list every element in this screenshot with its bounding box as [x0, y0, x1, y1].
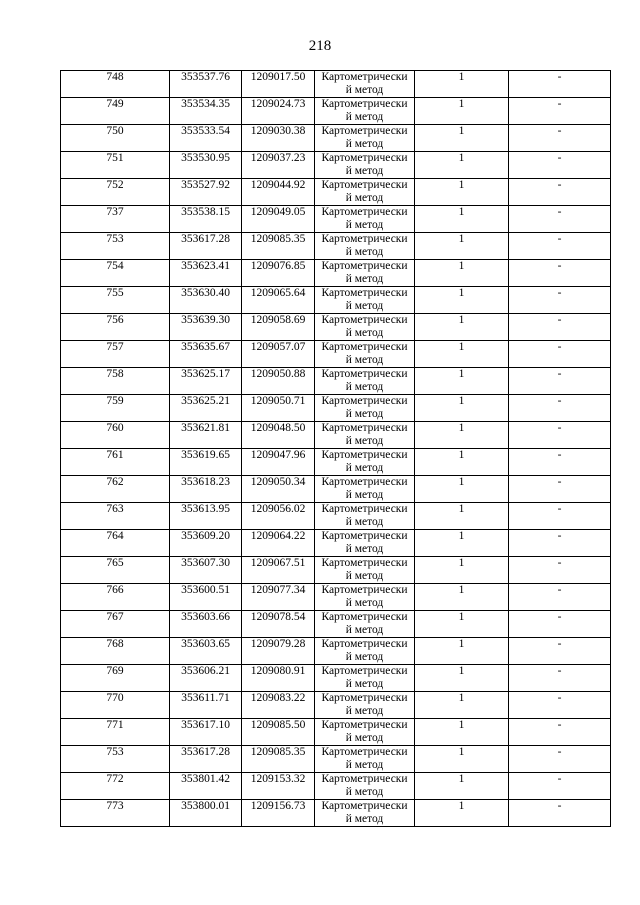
x-coordinate-cell: 353527.92: [170, 179, 242, 206]
method-line-2: й метод: [345, 354, 384, 366]
table-row: [61, 98, 611, 125]
point-number-cell: 767: [61, 611, 170, 638]
table-row: [61, 530, 611, 557]
precision-cell: 1: [415, 746, 509, 773]
method-cell: [315, 638, 415, 665]
table-row: [61, 341, 611, 368]
y-coordinate-cell: 1209064.22: [242, 530, 315, 557]
y-coordinate-cell: 1209056.02: [242, 503, 315, 530]
method-cell: [315, 611, 415, 638]
method-line-2: й метод: [345, 759, 384, 771]
note-cell: -: [509, 152, 611, 179]
method-line-1: Картометрически: [321, 584, 408, 596]
method-line-1: Картометрически: [321, 665, 408, 677]
table-row: [61, 422, 611, 449]
precision-cell: 1: [415, 530, 509, 557]
method-line-2: й метод: [345, 489, 384, 501]
point-number-cell: 760: [61, 422, 170, 449]
note-cell: -: [509, 260, 611, 287]
y-coordinate-cell: 1209017.50: [242, 71, 315, 98]
table-row: [61, 179, 611, 206]
x-coordinate-cell: 353600.51: [170, 584, 242, 611]
x-coordinate-cell: 353617.10: [170, 719, 242, 746]
x-coordinate-cell: 353606.21: [170, 665, 242, 692]
note-cell: -: [509, 800, 611, 827]
note-cell: -: [509, 719, 611, 746]
x-coordinate-cell: 353611.71: [170, 692, 242, 719]
method-line-1: Картометрически: [321, 692, 408, 704]
table-row: [61, 692, 611, 719]
note-cell: -: [509, 503, 611, 530]
precision-cell: 1: [415, 206, 509, 233]
precision-cell: 1: [415, 287, 509, 314]
note-cell: -: [509, 665, 611, 692]
precision-cell: 1: [415, 611, 509, 638]
note-cell: -: [509, 611, 611, 638]
point-number-cell: 754: [61, 260, 170, 287]
method-cell: [315, 449, 415, 476]
point-number-cell: 748: [61, 71, 170, 98]
note-cell: -: [509, 422, 611, 449]
note-cell: -: [509, 476, 611, 503]
method-line-1: Картометрически: [321, 395, 408, 407]
point-number-cell: 753: [61, 233, 170, 260]
precision-cell: 1: [415, 71, 509, 98]
method-cell: [315, 206, 415, 233]
y-coordinate-cell: 1209044.92: [242, 179, 315, 206]
point-number-cell: 753: [61, 746, 170, 773]
table-row: [61, 260, 611, 287]
y-coordinate-cell: 1209153.32: [242, 773, 315, 800]
x-coordinate-cell: 353625.21: [170, 395, 242, 422]
precision-cell: 1: [415, 800, 509, 827]
precision-cell: 1: [415, 341, 509, 368]
precision-cell: 1: [415, 233, 509, 260]
y-coordinate-cell: 1209080.91: [242, 665, 315, 692]
y-coordinate-cell: 1209047.96: [242, 449, 315, 476]
method-line-2: й метод: [345, 192, 384, 204]
point-number-cell: 769: [61, 665, 170, 692]
note-cell: -: [509, 557, 611, 584]
point-number-cell: 755: [61, 287, 170, 314]
point-number-cell: 761: [61, 449, 170, 476]
method-line-1: Картометрически: [321, 800, 408, 812]
method-line-1: Картометрически: [321, 557, 408, 569]
x-coordinate-cell: 353538.15: [170, 206, 242, 233]
precision-cell: 1: [415, 503, 509, 530]
note-cell: -: [509, 368, 611, 395]
page-number: 218: [308, 38, 332, 54]
method-line-1: Картометрически: [321, 233, 408, 245]
method-line-1: Картометрически: [321, 98, 408, 110]
y-coordinate-cell: 1209065.64: [242, 287, 315, 314]
note-cell: -: [509, 233, 611, 260]
method-cell: [315, 368, 415, 395]
method-cell: [315, 179, 415, 206]
y-coordinate-cell: 1209050.34: [242, 476, 315, 503]
x-coordinate-cell: 353603.65: [170, 638, 242, 665]
precision-cell: 1: [415, 98, 509, 125]
method-line-1: Картометрически: [321, 611, 408, 623]
table-row: [61, 314, 611, 341]
method-line-2: й метод: [345, 327, 384, 339]
point-number-cell: 766: [61, 584, 170, 611]
x-coordinate-cell: 353607.30: [170, 557, 242, 584]
precision-cell: 1: [415, 773, 509, 800]
method-cell: [315, 125, 415, 152]
precision-cell: 1: [415, 395, 509, 422]
method-cell: [315, 503, 415, 530]
y-coordinate-cell: 1209057.07: [242, 341, 315, 368]
x-coordinate-cell: 353800.01: [170, 800, 242, 827]
point-number-cell: 752: [61, 179, 170, 206]
y-coordinate-cell: 1209030.38: [242, 125, 315, 152]
point-number-cell: 750: [61, 125, 170, 152]
method-line-1: Картометрически: [321, 476, 408, 488]
table-row: [61, 584, 611, 611]
table-row: [61, 611, 611, 638]
x-coordinate-cell: 353639.30: [170, 314, 242, 341]
method-cell: [315, 71, 415, 98]
method-line-1: Картометрически: [321, 179, 408, 191]
note-cell: -: [509, 746, 611, 773]
method-line-1: Картометрически: [321, 368, 408, 380]
method-cell: [315, 476, 415, 503]
point-number-cell: 772: [61, 773, 170, 800]
note-cell: -: [509, 71, 611, 98]
method-cell: [315, 719, 415, 746]
x-coordinate-cell: 353621.81: [170, 422, 242, 449]
table-row: [61, 368, 611, 395]
table-row: [61, 638, 611, 665]
method-line-2: й метод: [345, 408, 384, 420]
method-cell: [315, 287, 415, 314]
method-line-2: й метод: [345, 678, 384, 690]
method-cell: [315, 341, 415, 368]
method-line-2: й метод: [345, 246, 384, 258]
method-cell: [315, 530, 415, 557]
x-coordinate-cell: 353801.42: [170, 773, 242, 800]
method-line-1: Картометрически: [321, 638, 408, 650]
method-line-1: Картометрически: [321, 773, 408, 785]
y-coordinate-cell: 1209049.05: [242, 206, 315, 233]
method-cell: [315, 422, 415, 449]
method-cell: [315, 314, 415, 341]
method-line-1: Картометрически: [321, 260, 408, 272]
note-cell: -: [509, 395, 611, 422]
x-coordinate-cell: 353625.17: [170, 368, 242, 395]
y-coordinate-cell: 1209156.73: [242, 800, 315, 827]
y-coordinate-cell: 1209076.85: [242, 260, 315, 287]
note-cell: -: [509, 206, 611, 233]
method-line-2: й метод: [345, 543, 384, 555]
method-cell: [315, 773, 415, 800]
table-row: [61, 719, 611, 746]
method-cell: [315, 800, 415, 827]
table-row: [61, 152, 611, 179]
method-line-2: й метод: [345, 813, 384, 825]
method-line-1: Картометрически: [321, 530, 408, 542]
method-line-2: й метод: [345, 624, 384, 636]
x-coordinate-cell: 353613.95: [170, 503, 242, 530]
x-coordinate-cell: 353609.20: [170, 530, 242, 557]
table-row: [61, 233, 611, 260]
precision-cell: 1: [415, 449, 509, 476]
precision-cell: 1: [415, 368, 509, 395]
precision-cell: 1: [415, 584, 509, 611]
table-row: [61, 557, 611, 584]
precision-cell: 1: [415, 557, 509, 584]
method-line-2: й метод: [345, 300, 384, 312]
x-coordinate-cell: 353623.41: [170, 260, 242, 287]
note-cell: -: [509, 341, 611, 368]
x-coordinate-cell: 353603.66: [170, 611, 242, 638]
table-row: [61, 395, 611, 422]
method-line-1: Картометрически: [321, 341, 408, 353]
y-coordinate-cell: 1209048.50: [242, 422, 315, 449]
table-row: [61, 449, 611, 476]
table-row: [61, 665, 611, 692]
x-coordinate-cell: 353635.67: [170, 341, 242, 368]
y-coordinate-cell: 1209050.88: [242, 368, 315, 395]
method-line-1: Картометрически: [321, 503, 408, 515]
table-row: [61, 746, 611, 773]
precision-cell: 1: [415, 179, 509, 206]
point-number-cell: 762: [61, 476, 170, 503]
precision-cell: 1: [415, 665, 509, 692]
point-number-cell: 773: [61, 800, 170, 827]
table-row: [61, 71, 611, 98]
method-line-2: й метод: [345, 516, 384, 528]
method-cell: [315, 584, 415, 611]
table-row: [61, 476, 611, 503]
point-number-cell: 737: [61, 206, 170, 233]
method-line-2: й метод: [345, 435, 384, 447]
method-line-2: й метод: [345, 732, 384, 744]
method-cell: [315, 233, 415, 260]
y-coordinate-cell: 1209050.71: [242, 395, 315, 422]
y-coordinate-cell: 1209085.35: [242, 746, 315, 773]
table-row: [61, 125, 611, 152]
point-number-cell: 763: [61, 503, 170, 530]
point-number-cell: 768: [61, 638, 170, 665]
precision-cell: 1: [415, 476, 509, 503]
method-line-2: й метод: [345, 705, 384, 717]
x-coordinate-cell: 353530.95: [170, 152, 242, 179]
point-number-cell: 757: [61, 341, 170, 368]
method-line-2: й метод: [345, 597, 384, 609]
y-coordinate-cell: 1209079.28: [242, 638, 315, 665]
method-cell: [315, 746, 415, 773]
method-line-2: й метод: [345, 570, 384, 582]
y-coordinate-cell: 1209024.73: [242, 98, 315, 125]
method-cell: [315, 98, 415, 125]
method-line-1: Картометрически: [321, 206, 408, 218]
point-number-cell: 759: [61, 395, 170, 422]
method-line-2: й метод: [345, 786, 384, 798]
method-line-2: й метод: [345, 138, 384, 150]
note-cell: -: [509, 773, 611, 800]
method-line-2: й метод: [345, 462, 384, 474]
x-coordinate-cell: 353537.76: [170, 71, 242, 98]
y-coordinate-cell: 1209078.54: [242, 611, 315, 638]
y-coordinate-cell: 1209083.22: [242, 692, 315, 719]
point-number-cell: 758: [61, 368, 170, 395]
y-coordinate-cell: 1209085.35: [242, 233, 315, 260]
point-number-cell: 764: [61, 530, 170, 557]
method-cell: [315, 395, 415, 422]
method-line-1: Картометрически: [321, 314, 408, 326]
method-line-1: Картометрически: [321, 287, 408, 299]
x-coordinate-cell: 353618.23: [170, 476, 242, 503]
precision-cell: 1: [415, 314, 509, 341]
coordinates-table: [60, 70, 611, 827]
note-cell: -: [509, 530, 611, 557]
point-number-cell: 770: [61, 692, 170, 719]
method-line-2: й метод: [345, 219, 384, 231]
precision-cell: 1: [415, 125, 509, 152]
method-cell: [315, 557, 415, 584]
note-cell: -: [509, 584, 611, 611]
method-line-1: Картометрически: [321, 71, 408, 83]
y-coordinate-cell: 1209077.34: [242, 584, 315, 611]
y-coordinate-cell: 1209067.51: [242, 557, 315, 584]
y-coordinate-cell: 1209085.50: [242, 719, 315, 746]
method-line-1: Картометрически: [321, 125, 408, 137]
method-line-1: Картометрически: [321, 746, 408, 758]
note-cell: -: [509, 692, 611, 719]
x-coordinate-cell: 353533.54: [170, 125, 242, 152]
precision-cell: 1: [415, 692, 509, 719]
table-row: [61, 800, 611, 827]
table-row: [61, 287, 611, 314]
method-line-2: й метод: [345, 84, 384, 96]
table-row: [61, 773, 611, 800]
x-coordinate-cell: 353617.28: [170, 233, 242, 260]
note-cell: -: [509, 125, 611, 152]
precision-cell: 1: [415, 260, 509, 287]
point-number-cell: 756: [61, 314, 170, 341]
note-cell: -: [509, 287, 611, 314]
note-cell: -: [509, 638, 611, 665]
method-line-2: й метод: [345, 273, 384, 285]
method-cell: [315, 260, 415, 287]
precision-cell: 1: [415, 152, 509, 179]
note-cell: -: [509, 179, 611, 206]
x-coordinate-cell: 353619.65: [170, 449, 242, 476]
precision-cell: 1: [415, 719, 509, 746]
note-cell: -: [509, 449, 611, 476]
point-number-cell: 749: [61, 98, 170, 125]
x-coordinate-cell: 353534.35: [170, 98, 242, 125]
y-coordinate-cell: 1209037.23: [242, 152, 315, 179]
method-cell: [315, 152, 415, 179]
note-cell: -: [509, 98, 611, 125]
note-cell: -: [509, 314, 611, 341]
point-number-cell: 771: [61, 719, 170, 746]
method-line-1: Картометрически: [321, 152, 408, 164]
precision-cell: 1: [415, 638, 509, 665]
method-cell: [315, 692, 415, 719]
coordinates-table-body: [61, 71, 611, 827]
x-coordinate-cell: 353617.28: [170, 746, 242, 773]
method-line-2: й метод: [345, 111, 384, 123]
method-line-2: й метод: [345, 381, 384, 393]
method-line-1: Картометрически: [321, 719, 408, 731]
method-line-2: й метод: [345, 651, 384, 663]
method-line-1: Картометрически: [321, 449, 408, 461]
point-number-cell: 765: [61, 557, 170, 584]
method-cell: [315, 665, 415, 692]
x-coordinate-cell: 353630.40: [170, 287, 242, 314]
table-row: [61, 206, 611, 233]
table-row: [61, 503, 611, 530]
y-coordinate-cell: 1209058.69: [242, 314, 315, 341]
precision-cell: 1: [415, 422, 509, 449]
method-line-1: Картометрически: [321, 422, 408, 434]
method-line-2: й метод: [345, 165, 384, 177]
point-number-cell: 751: [61, 152, 170, 179]
